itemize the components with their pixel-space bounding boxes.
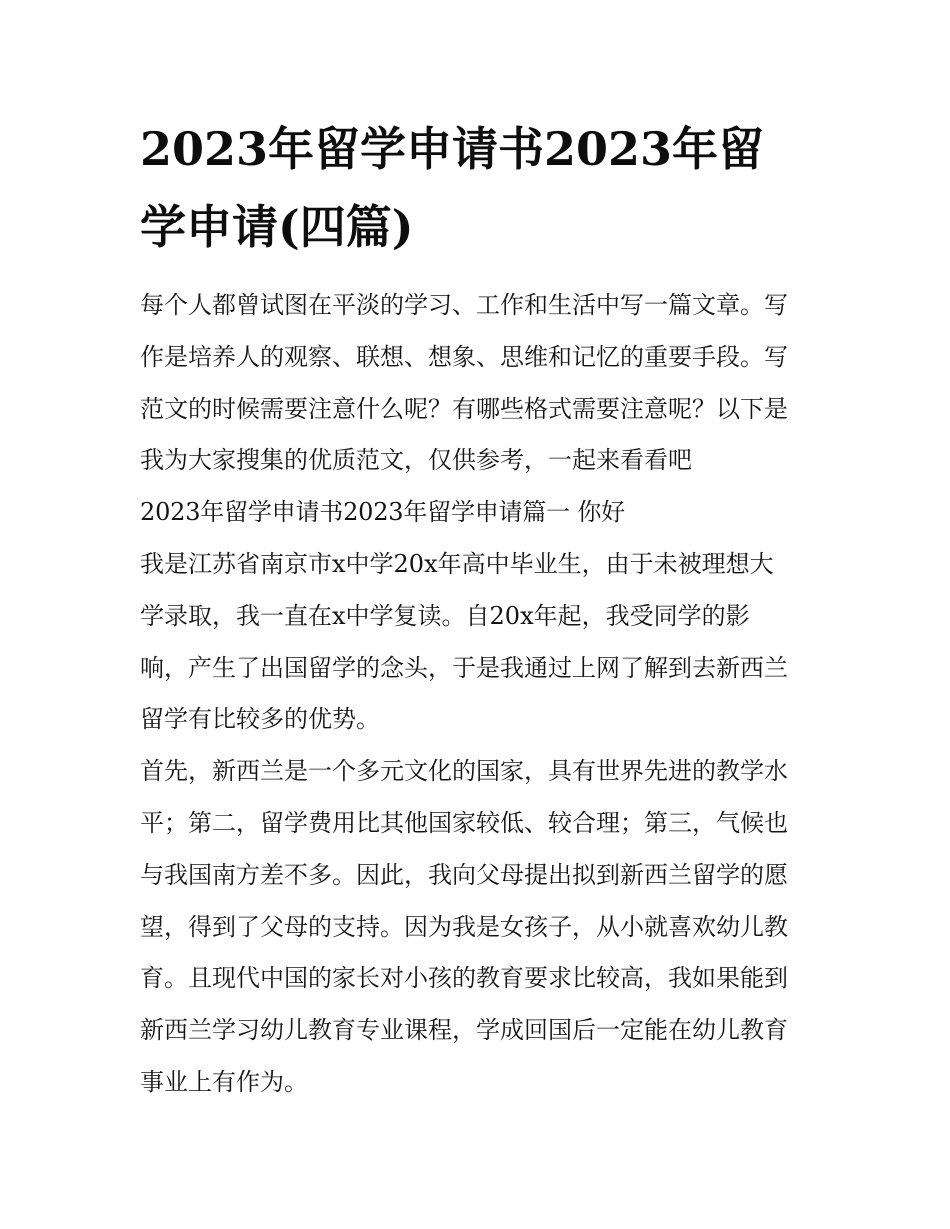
body-line-1: 每个人都曾试图在平淡的学习、工作和生活中写一篇文章。写 [140,291,788,319]
body-line-11: 平；第二，留学费用比其他国家较低、较合理；第三，气候也 [140,808,788,837]
body-line-9: 留学有比较多的优势。 [140,705,380,734]
body-line-15: 新西兰学习幼儿教育专业课程，学成回国后一定能在幼儿教育 [140,1016,788,1045]
section-heading-line: 2023年留学申请书2023年留学申请篇一 你好 [140,498,625,527]
document-title [140,110,820,266]
title-line-1: 2023年留学申请书2023年留 [140,122,765,176]
body-line-13: 望，得到了父母的支持。因为我是女孩子，从小就喜欢幼儿教 [140,912,788,941]
body-line-6: 我是江苏省南京市x中学20x年高中毕业生，由于未被理想大 [140,549,774,578]
body-line-8: 响，产生了出国留学的念头，于是我通过上网了解到去新西兰 [140,653,788,682]
title-line-2: 学申请(四篇) [140,200,414,254]
body-line-3: 范文的时候需要注意什么呢？有哪些格式需要注意呢？以下是 [140,394,788,423]
body-line-2: 作是培养人的观察、联想、想象、思维和记忆的重要手段。写 [140,342,788,371]
body-line-10: 首先，新西兰是一个多元文化的国家，具有世界先进的教学水 [140,757,788,786]
body-line-12: 与我国南方差不多。因此，我向父母提出拟到新西兰留学的愿 [140,860,788,889]
body-line-4: 我为大家搜集的优质范文，仅供参考，一起来看看吧 [140,446,692,475]
body-line-14: 育。且现代中国的家长对小孩的教育要求比较高，我如果能到 [140,964,788,993]
document-body [140,280,820,1109]
body-line-16: 事业上有作为。 [140,1067,308,1096]
body-line-7: 学录取，我一直在x中学复读。自20x年起，我受同学的影 [140,601,750,630]
